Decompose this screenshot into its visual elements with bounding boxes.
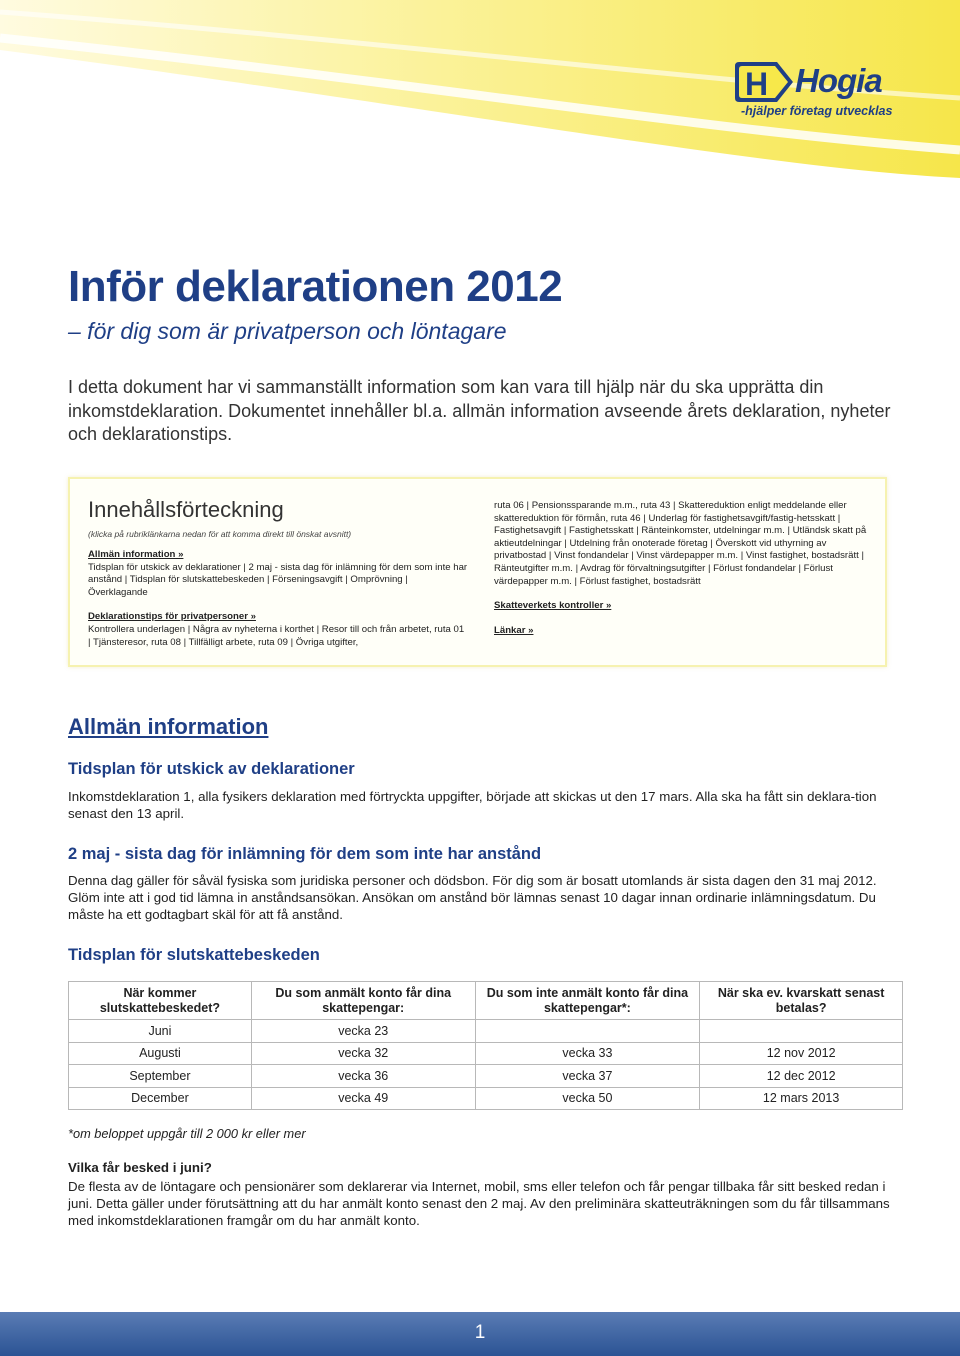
- table-row: [69, 1065, 903, 1088]
- subheading-tidsplan-slutskatt: Tidsplan för slutskattebeskeden: [68, 946, 320, 964]
- table-cell: [475, 1020, 700, 1043]
- table-cell: vecka 50: [475, 1087, 700, 1110]
- question-heading: Vilka får besked i juni?: [68, 1160, 212, 1175]
- table-cell: September: [69, 1065, 252, 1088]
- table-cell: 12 mars 2013: [700, 1087, 903, 1110]
- page-number: 1: [474, 1322, 486, 1343]
- table-cell: vecka 49: [251, 1087, 475, 1110]
- table-row: [69, 1087, 903, 1110]
- table-header-cell: När ska ev. kvarskatt senast betalas?: [700, 982, 903, 1020]
- document-title: Inför deklarationen 2012: [68, 262, 563, 311]
- table-header-row: [69, 982, 903, 1020]
- table-cell: 12 nov 2012: [700, 1042, 903, 1065]
- toc-hint: (klicka på rubriklänkarna nedan för att komma direkt till önskat avsnitt): [88, 529, 352, 539]
- slutskatt-schedule-table: [68, 981, 903, 1110]
- table-cell: vecka 23: [251, 1020, 475, 1043]
- footer-bar: [0, 1312, 960, 1356]
- table-of-contents: [68, 477, 887, 667]
- toc-allman-items: Tidsplan för utskick av deklarationer | 2 maj - sista dag för inlämning för dem som inte har anstånd | Tidsplan för slutskattebeskeden | Förseningsavgift | Omprövning | Överklagande: [88, 561, 468, 598]
- subheading-tidsplan-utskick: Tidsplan för utskick av deklarationer: [68, 760, 355, 778]
- table-cell: vecka 33: [475, 1042, 700, 1065]
- logo-letter: H: [745, 66, 769, 102]
- table-header-cell: När kommer slutskattebeskedet?: [69, 982, 252, 1020]
- table-cell: Augusti: [69, 1042, 252, 1065]
- table-footnote: *om beloppet uppgår till 2 000 kr eller mer: [68, 1126, 306, 1141]
- toc-link-allman-information[interactable]: Allmän information »: [88, 549, 184, 560]
- logo-wordmark: Hogia: [795, 62, 882, 99]
- toc-tips-items-continued: ruta 06 | Pensionssparande m.m., ruta 43 | Skattereduktion enligt meddelande eller skattereduktion för förmån, ruta 46 | Underlag för fastighetsavgift/fastig-hetsskatt | Fastighetsavgift | Fastighetsskatt | Ränteinkomster, utdelningar m.m. | Utländsk skatt på aktieutdelningar | Utdelning från onoterade företag | Överskott vid uthyrning av privatbostad | Vinst fondandelar | Vinst värdepapper m.m. | Vinst fastighet, bostadsrätt | Ränteutgifter m.m. | Avdrag för förvaltningsutgifter | Förlust fondandelar | Förlust värdepapper m.m. | Förlust fastighet, bostadsrätt: [494, 500, 867, 587]
- toc-link-lankar[interactable]: Länkar »: [494, 624, 534, 636]
- toc-left-column: [88, 549, 468, 649]
- table-row: [69, 1020, 903, 1043]
- table-cell: vecka 37: [475, 1065, 700, 1088]
- intro-paragraph: I detta dokument har vi sammanställt information som kan vara till hjälp när du ska upprätta din inkomstdeklaration. Dokumentet innehåller bl.a. allmän information avseende årets deklaration, nyheter och deklarationstips.: [68, 377, 891, 444]
- hogia-h-logo-icon: [733, 60, 795, 104]
- hogia-logo: [733, 60, 903, 130]
- table-cell: December: [69, 1087, 252, 1110]
- table-cell: vecka 36: [251, 1065, 475, 1088]
- section-heading-allman-information: Allmän information: [68, 714, 269, 739]
- question-paragraph: De flesta av de löntagare och pensionärer som deklarerar via Internet, mobil, sms eller telefon och får pengar tillbaka får sitt besked redan i juni. Detta gäller under förutsättning att du har anmält konto senast den 2 maj. Av den preliminära skatteuträkningen som du får tillsammans med inkomstdeklarationen framgår om du har anmält konto.: [68, 1179, 890, 1228]
- logo-tagline: -hjälper företag utvecklas: [741, 104, 893, 118]
- subheading-2-maj: 2 maj - sista dag för inlämning för dem som inte har anstånd: [68, 845, 542, 863]
- paragraph-tidsplan-utskick: Inkomstdeklaration 1, alla fysikers deklaration med förtryckta uppgifter, började att skickas ut den 17 mars. Alla ska ha fått sin deklara-tion senast den 13 april.: [68, 789, 877, 821]
- table-cell: Juni: [69, 1020, 252, 1043]
- table-cell: vecka 32: [251, 1042, 475, 1065]
- toc-right-column: [494, 500, 874, 637]
- toc-title: Innehållsförteckning: [88, 497, 284, 522]
- toc-tips-items: Kontrollera underlagen | Några av nyheterna i korthet | Resor till och från arbetet, ruta 01 | Tjänsteresor, ruta 08 | Tillfälligt arbete, ruta 09 | Övriga utgifter,: [88, 623, 465, 648]
- toc-link-skatteverkets-kontroller[interactable]: Skatteverkets kontroller »: [494, 600, 612, 612]
- toc-link-deklarationstips[interactable]: Deklarationstips för privatpersoner »: [88, 611, 256, 623]
- table-cell: [700, 1020, 903, 1043]
- table-row: [69, 1042, 903, 1065]
- paragraph-2-maj: Denna dag gäller för såväl fysiska som juridiska personer och dödsbon. För dig som är bosatt utomlands är sista dagen den 31 maj 2012. Glöm inte att i god tid lämna in anståndsansökan. Ansökan om anstånd bör lämnas senast 10 dagar innan ordinarie inlämningsdatum. Du måste ha ett godtagbart skäl för att få anstånd.: [68, 873, 877, 922]
- table-header-cell: Du som anmält konto får dina skattepengar:: [251, 982, 475, 1020]
- document-subtitle: – för dig som är privatperson och löntagare: [68, 318, 507, 344]
- table-header-cell: Du som inte anmält konto får dina skattepengar*:: [475, 982, 700, 1020]
- table-cell: 12 dec 2012: [700, 1065, 903, 1088]
